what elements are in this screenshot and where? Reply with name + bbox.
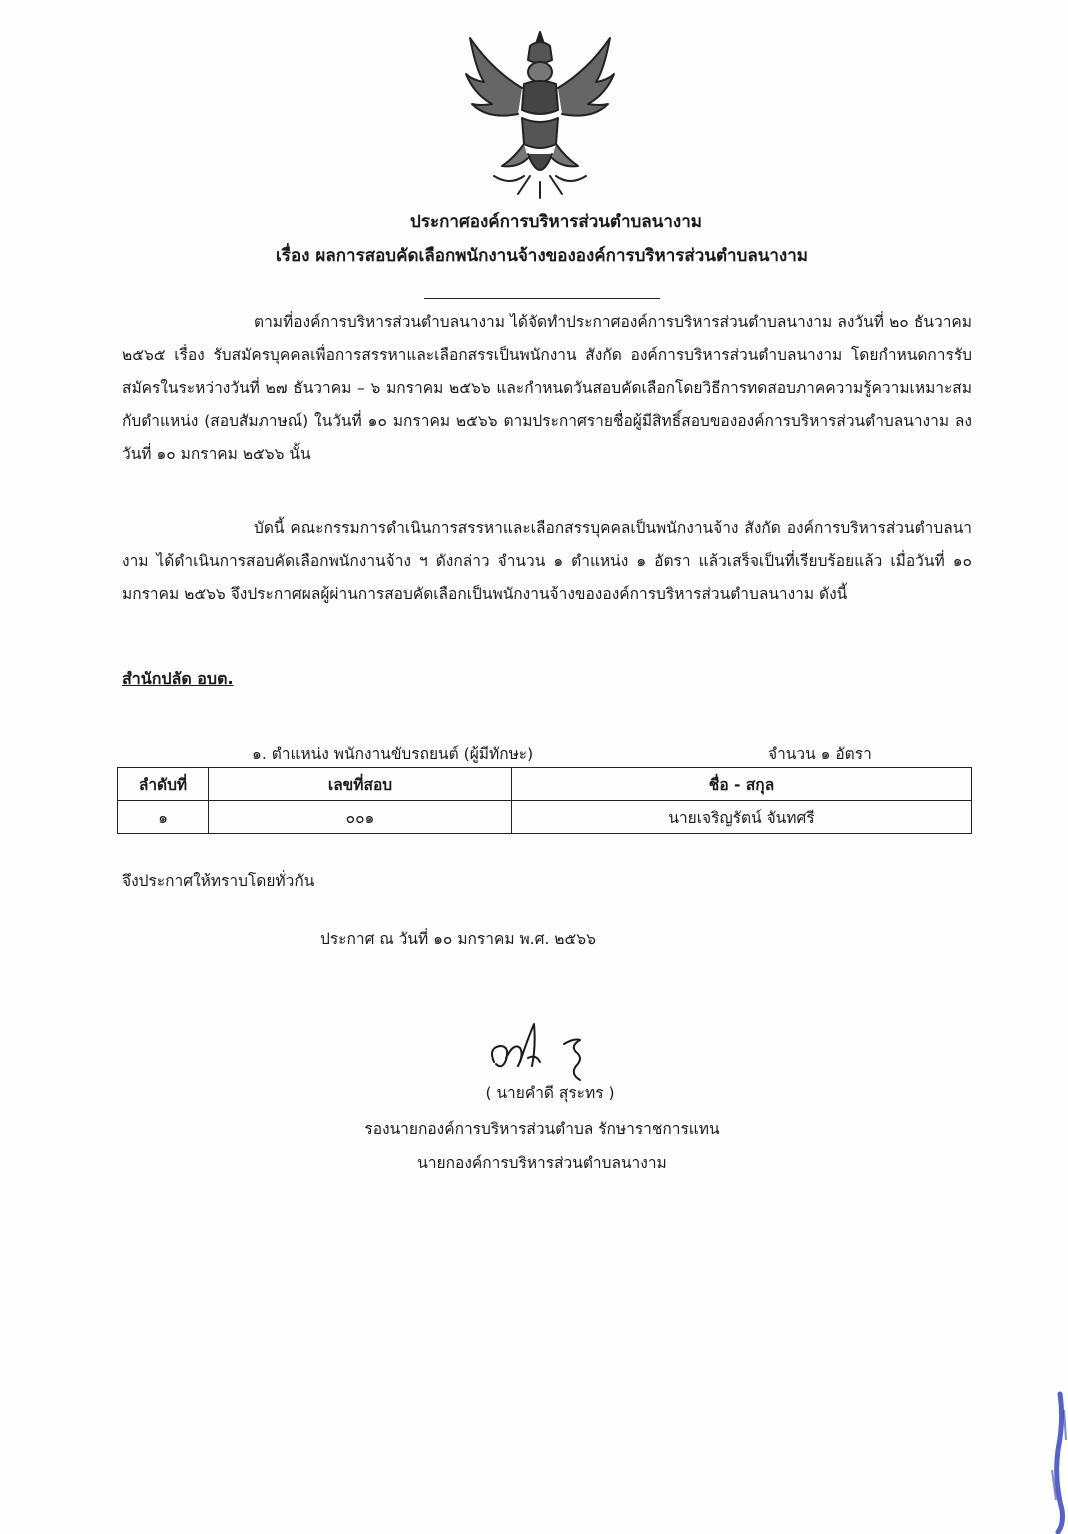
announcement-title: ประกาศองค์การบริหารส่วนตำบลนางาม — [410, 212, 702, 232]
header-full-name: ชื่อ - สกุล — [512, 768, 972, 801]
handwritten-signature-icon — [480, 1018, 610, 1084]
position-quantity: จำนวน ๑ อัตรา — [768, 745, 872, 763]
cell-full-name: นายเจริญรัตน์ จันทศรี — [512, 801, 972, 834]
signer-title-2: นายกองค์การบริหารส่วนตำบลนางาม — [417, 1154, 667, 1172]
body-paragraph-1 — [122, 306, 972, 471]
announcement-date: ประกาศ ณ วันที่ ๑๐ มกราคม พ.ศ. ๒๕๖๖ — [320, 930, 596, 948]
position-label: ๑. ตำแหน่ง พนักงานขับรถยนต์ (ผู้มีทักษะ) — [252, 745, 534, 763]
paragraph-1-text: ตามที่องค์การบริหารส่วนตำบลนางาม ได้จัดทำประกาศองค์การบริหารส่วนตำบลนางาม ลงวันที่ ๒๐ ธันวาคม ๒๕๖๕ เรื่อง รับสมัครบุคคลเพื่อการสรรหาและเลือกสรรเป็นพนักงาน สังกัด องค์การบริหารส่วนตำบลนางาม โดยกำหนดการรับสมัครในระหว่างวันที่ ๒๗ ธันวาคม – ๖ มกราคม ๒๕๖๖ และกำหนดวันสอบคัดเลือกโดยวิธีการทดสอบภาคความรู้ความเหมาะสมกับตำแหน่ง (สอบสัมภาษณ์) ในวันที่ ๑๐ มกราคม ๒๕๖๖ ตามประกาศรายชื่อผู้มีสิทธิ์สอบขององค์การบริหารส่วนตำบลนางาม ลงวันที่ ๑๐ มกราคม ๒๕๖๖ นั้น — [122, 313, 972, 463]
table-row — [118, 801, 972, 834]
header-exam-number: เลขที่สอบ — [209, 768, 512, 801]
garuda-emblem-icon — [458, 26, 622, 202]
section-heading: สำนักปลัด อบต. — [122, 669, 234, 688]
closing-announce: จึงประกาศให้ทราบโดยทั่วกัน — [122, 872, 315, 890]
signer-title-1: รองนายกองค์การบริหารส่วนตำบล รักษาราชการแทน — [364, 1120, 720, 1138]
results-table — [117, 767, 972, 834]
ink-stamp-edge-icon — [1046, 1390, 1068, 1534]
header-order: ลำดับที่ — [118, 768, 209, 801]
position-line — [252, 741, 952, 767]
announcement-subject: เรื่อง ผลการสอบคัดเลือกพนักงานจ้างขององค์การบริหารส่วนตำบลนางาม — [276, 246, 808, 266]
title-divider — [424, 298, 660, 299]
cell-order: ๑ — [118, 801, 209, 834]
paragraph-2-text: บัดนี้ คณะกรรมการดำเนินการสรรหาและเลือกสรรบุคคลเป็นพนักงานจ้าง สังกัด องค์การบริหารส่วนตำบลนางาม ได้ดำเนินการสอบคัดเลือกพนักงานจ้าง ฯ ดังกล่าว จำนวน ๑ ตำแหน่ง ๑ อัตรา แล้วเสร็จเป็นที่เรียบร้อยแล้ว เมื่อวันที่ ๑๐ มกราคม ๒๕๖๖ จึงประกาศผลผู้ผ่านการสอบคัดเลือกเป็นพนักงานจ้างขององค์การบริหารส่วนตำบลนางาม ดังนี้ — [122, 519, 972, 603]
table-header-row — [118, 768, 972, 801]
signer-name: ( นายคำดี สุระทร ) — [485, 1084, 615, 1102]
body-paragraph-2 — [122, 512, 972, 611]
cell-exam-number: ๐๐๑ — [209, 801, 512, 834]
